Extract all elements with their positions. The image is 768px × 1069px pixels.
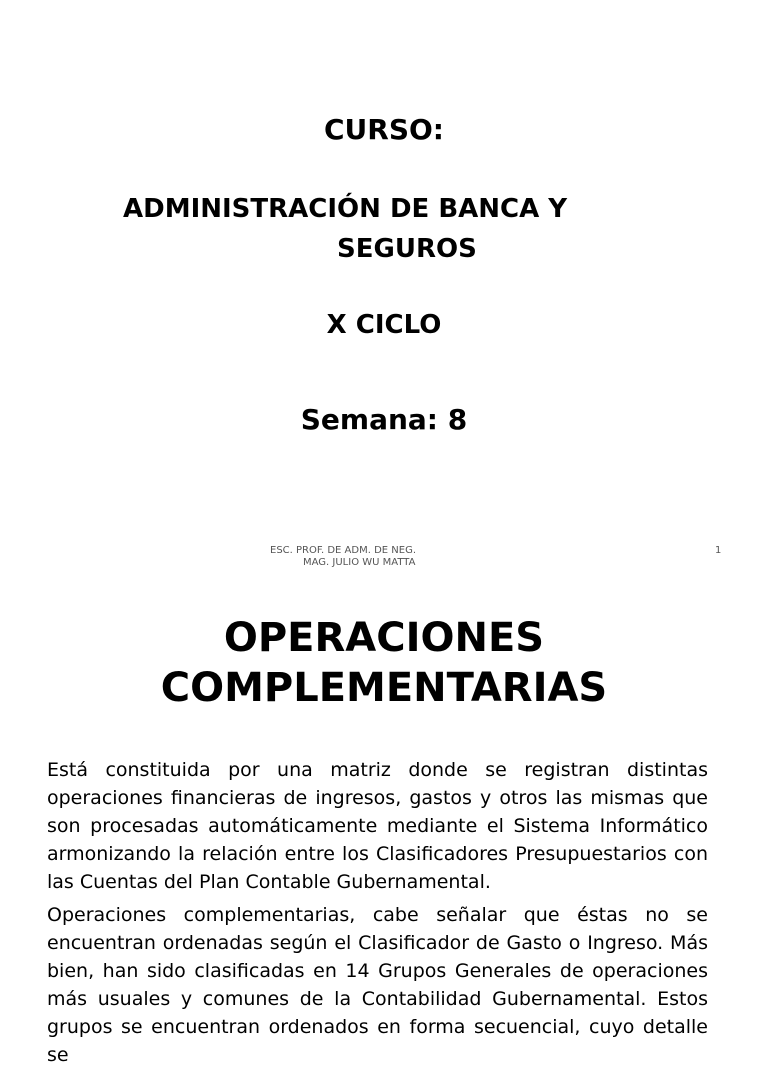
paragraph-definition: Está constituida por una matriz donde se registran distintas operaciones financieras de ingresos, gastos y otros las mismas que son procesadas automáticamente mediante el Sistema Informático armonizando la relación entre los Clasificadores Presupuestarios con las Cuentas del Plan Contable Gubernamental. (47, 759, 708, 893)
course-label: CURSO: (323, 113, 444, 146)
course-name-line1: ADMINISTRACIÓN DE BANCA Y (123, 194, 568, 224)
week-label: Semana: 8 (300, 403, 468, 436)
cycle-label: X CICLO (326, 310, 442, 340)
footer-school: ESC. PROF. DE ADM. DE NEG. (270, 545, 417, 556)
paragraph-groups: Operaciones complementarias, cabe señalar que éstas no se encuentran ordenadas según el Clasificador de Gasto o Ingreso. Más bien, han sido clasificadas en 14 Grupos Generales de operaciones más usuales y comunes de la Contabilidad Gubernamental. Estos grupos se encuentran ordenados en forma secuencial, cuyo detalle se (47, 904, 708, 1066)
footer-teacher: MAG. JULIO WU MATTA (303, 557, 416, 568)
slide-title: OPERACIONES COMPLEMENTARIAS (160, 615, 608, 711)
course-name-line2: SEGUROS (337, 234, 477, 264)
page-number: 1 (715, 545, 722, 556)
content-slide (0, 580, 768, 1066)
